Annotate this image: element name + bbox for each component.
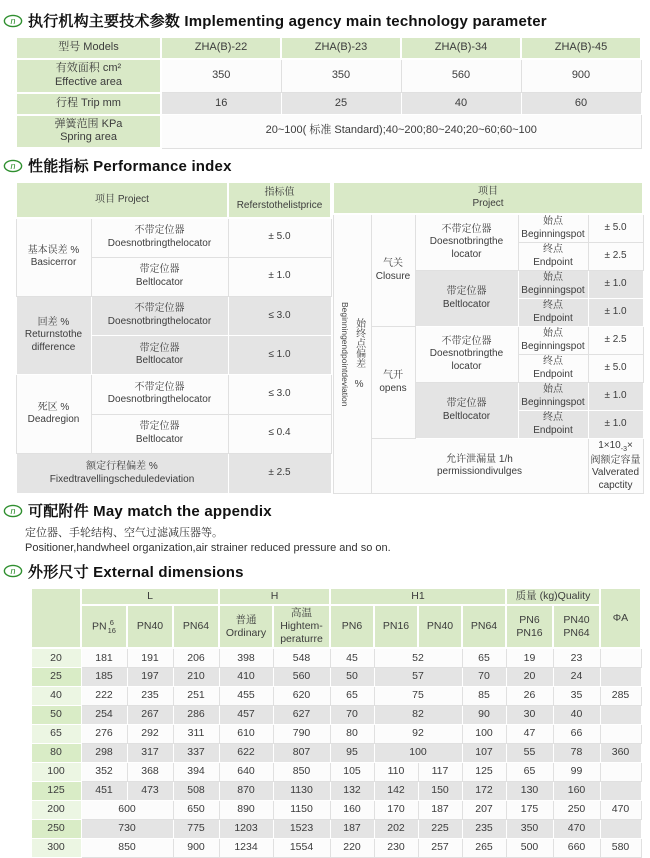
table-cell: ± 1.0 xyxy=(588,271,643,299)
table-cell: 95 xyxy=(330,743,374,762)
table-cell: 298 xyxy=(81,743,127,762)
table-cell xyxy=(600,667,641,686)
table-cell: 始点 Beginningspot xyxy=(518,327,588,355)
logo-glyph: n xyxy=(10,566,16,577)
section-title-tech-params: 执行机构主要技术参数 Implementing agency main technology parameter xyxy=(28,13,547,30)
table-cell xyxy=(600,762,641,781)
table-cell: 470 xyxy=(553,819,600,838)
table-cell: 78 xyxy=(553,743,600,762)
table-cell: ZHA(B)-34 xyxy=(401,37,521,59)
table-cell: 285 xyxy=(600,686,641,705)
table-cell: 580 xyxy=(600,838,641,857)
tech-params-table xyxy=(15,36,642,149)
appendix-note xyxy=(25,526,650,555)
table-cell: 始点 Beginningspot xyxy=(518,214,588,243)
table-cell: 110 xyxy=(374,762,418,781)
appendix-note-en: Positioner,handwheel organization,air strainer reduced pressure and so on. xyxy=(25,541,391,554)
table-cell: 1203 xyxy=(219,819,273,838)
table-cell: 398 xyxy=(219,648,273,667)
table-cell: 不带定位器 Doesnotbringthelocator xyxy=(91,218,228,257)
table-cell: ± 5.0 xyxy=(588,355,643,383)
dn-label: 125 xyxy=(31,781,81,800)
table-cell: 775 xyxy=(173,819,219,838)
table-cell: 1130 xyxy=(273,781,330,800)
trip-label: 行程 Trip mm xyxy=(16,93,161,115)
table-cell: PN40 PN64 xyxy=(553,605,600,648)
travel-deviation-label: 额定行程偏差 % Fixedtravellingscheduledeviation xyxy=(16,453,228,493)
table-cell: 带定位器 Beltlocator xyxy=(415,383,518,439)
table-cell: 80 xyxy=(330,724,374,743)
air-open-label: 气开 opens xyxy=(371,327,415,439)
table-cell: 1554 xyxy=(273,838,330,857)
begin-end-deviation-label xyxy=(333,214,371,494)
spring-area-label: 弹簧范围 KPa Spring area xyxy=(16,115,161,149)
table-cell: 160 xyxy=(330,800,374,819)
table-cell: PN6 xyxy=(330,605,374,648)
dn-label: 40 xyxy=(31,686,81,705)
table-cell: 高温 Hightem- peraturre xyxy=(273,605,330,648)
table-cell: 235 xyxy=(127,686,173,705)
table-cell: 368 xyxy=(127,762,173,781)
table-cell: 带定位器 Beltlocator xyxy=(91,414,228,453)
section-heading-tech-params xyxy=(3,10,650,31)
table-cell: 187 xyxy=(330,819,374,838)
table-cell: 82 xyxy=(374,705,462,724)
table-cell: 276 xyxy=(81,724,127,743)
table-cell: 99 xyxy=(553,762,600,781)
section-title-appendix: 可配附件 May match the appendix xyxy=(28,503,272,521)
table-cell: 23 xyxy=(553,648,600,667)
table-cell: 850 xyxy=(273,762,330,781)
performance-tables xyxy=(15,181,640,494)
table-cell: ± 1.0 xyxy=(588,299,643,327)
permission-divulges-label: 允许泄漏量 1/h permissiondivulges xyxy=(371,439,588,494)
table-cell: 890 xyxy=(219,800,273,819)
models-header: 型号 Models xyxy=(16,37,161,59)
table-cell: 带定位器 Beltlocator xyxy=(415,271,518,327)
table-cell: 20~100( 标准 Standard);40~200;80~240;20~60;60~100 xyxy=(161,115,641,149)
table-cell: 251 xyxy=(173,686,219,705)
table-cell: 222 xyxy=(81,686,127,705)
table-cell: 172 xyxy=(462,781,506,800)
table-cell: ≤ 0.4 xyxy=(228,414,331,453)
index-value-header: 指标值 Referstothelistprice xyxy=(228,182,331,218)
table-cell: 610 xyxy=(219,724,273,743)
table-cell: 870 xyxy=(219,781,273,800)
table-cell: 360 xyxy=(600,743,641,762)
dimensions-table xyxy=(30,587,642,858)
table-cell: 不带定位器 Doesnotbringthelocator xyxy=(91,375,228,414)
table-cell: PN40 xyxy=(418,605,462,648)
table-cell: 627 xyxy=(273,705,330,724)
table-cell: 225 xyxy=(418,819,462,838)
table-cell: 不带定位器 Doesnotbringthe locator xyxy=(415,327,518,383)
table-cell: 457 xyxy=(219,705,273,724)
section-heading-performance xyxy=(3,155,650,176)
table-cell: 500 xyxy=(506,838,553,857)
table-cell: PN64 xyxy=(462,605,506,648)
table-cell: ZHA(B)-22 xyxy=(161,37,281,59)
table-cell: 470 xyxy=(600,800,641,819)
table-cell: 410 xyxy=(219,667,273,686)
effective-area-label: 有效面积 cm² Effective area xyxy=(16,59,161,93)
table-cell: ≤ 1.0 xyxy=(228,336,331,375)
section-title-dimensions: 外形尺寸 External dimensions xyxy=(28,563,244,581)
table-cell: 560 xyxy=(273,667,330,686)
table-cell: 40 xyxy=(553,705,600,724)
table-cell: 65 xyxy=(462,648,506,667)
dn-label: 50 xyxy=(31,705,81,724)
table-cell: PN6 PN16 xyxy=(506,605,553,648)
table-cell: 660 xyxy=(553,838,600,857)
dn-label: 300 xyxy=(31,838,81,857)
table-cell: 267 xyxy=(127,705,173,724)
table-cell: 900 xyxy=(173,838,219,857)
table-cell: 350 xyxy=(161,59,281,93)
valve-rated-capacity-label: $1\times 10_{-3}\times$ 阀额定容量 Valverated capctity xyxy=(588,439,643,494)
table-cell: ± 2.5 xyxy=(228,453,331,493)
table-cell: 807 xyxy=(273,743,330,762)
table-cell: 66 xyxy=(553,724,600,743)
table-cell: 790 xyxy=(273,724,330,743)
logo-glyph: n xyxy=(10,15,16,26)
table-cell: 207 xyxy=(462,800,506,819)
dead-region-label: 死区 % Deadregion xyxy=(16,375,91,453)
table-cell: 132 xyxy=(330,781,374,800)
table-cell xyxy=(600,819,641,838)
table-cell: 175 xyxy=(506,800,553,819)
table-cell: 473 xyxy=(127,781,173,800)
table-cell: 317 xyxy=(127,743,173,762)
table-cell: 60 xyxy=(521,93,641,115)
table-cell: ≤ 3.0 xyxy=(228,296,331,335)
table-cell: 220 xyxy=(330,838,374,857)
table-cell: 620 xyxy=(273,686,330,705)
table-cell: 24 xyxy=(553,667,600,686)
table-cell: 455 xyxy=(219,686,273,705)
table-cell: 105 xyxy=(330,762,374,781)
table-cell: 142 xyxy=(374,781,418,800)
section-title-performance: 性能指标 Performance index xyxy=(28,158,232,175)
table-cell: 92 xyxy=(374,724,462,743)
table-cell: 311 xyxy=(173,724,219,743)
table-cell: 普通 Ordinary xyxy=(219,605,273,648)
logo-glyph: n xyxy=(10,160,16,171)
performance-left-table xyxy=(15,181,332,494)
table-cell: 160 xyxy=(553,781,600,800)
table-cell: ± 5.0 xyxy=(588,214,643,243)
table-cell: 350 xyxy=(506,819,553,838)
table-cell: 19 xyxy=(506,648,553,667)
table-cell: 终点 Endpoint xyxy=(518,411,588,439)
performance-right-table xyxy=(332,181,644,494)
table-cell: 560 xyxy=(401,59,521,93)
table-cell: 不带定位器 Doesnotbringthelocator xyxy=(91,296,228,335)
basic-error-label: 基本误差 % Basicerror xyxy=(16,218,91,296)
return-difference-label: 回差 % Returnstothe difference xyxy=(16,296,91,374)
logo-glyph: n xyxy=(10,505,16,516)
section-heading-appendix xyxy=(3,500,650,521)
table-cell: 50 xyxy=(330,667,374,686)
dn-label: 65 xyxy=(31,724,81,743)
table-cell xyxy=(600,648,641,667)
table-cell: PN40 xyxy=(127,605,173,648)
table-cell: ZHA(B)-45 xyxy=(521,37,641,59)
table-cell: 45 xyxy=(330,648,374,667)
table-cell: 191 xyxy=(127,648,173,667)
table-cell: ZHA(B)-23 xyxy=(281,37,401,59)
table-cell: 65 xyxy=(506,762,553,781)
table-cell: 640 xyxy=(219,762,273,781)
table-cell: 286 xyxy=(173,705,219,724)
table-cell: 70 xyxy=(330,705,374,724)
project-header: 项目 Project xyxy=(16,182,228,218)
table-cell: 451 xyxy=(81,781,127,800)
table-cell: ± 1.0 xyxy=(588,411,643,439)
table-cell: ± 2.5 xyxy=(588,243,643,271)
table-cell: 352 xyxy=(81,762,127,781)
corner-cell xyxy=(31,588,81,649)
table-cell: ≤ 3.0 xyxy=(228,375,331,414)
table-cell: 不带定位器 Doesnotbringthe locator xyxy=(415,214,518,271)
table-cell: 548 xyxy=(273,648,330,667)
table-cell: 650 xyxy=(173,800,219,819)
table-cell xyxy=(600,705,641,724)
table-cell: 170 xyxy=(374,800,418,819)
table-cell: 850 xyxy=(81,838,173,857)
table-cell: 337 xyxy=(173,743,219,762)
table-cell: 257 xyxy=(418,838,462,857)
table-cell: 55 xyxy=(506,743,553,762)
table-cell: 带定位器 Beltlocator xyxy=(91,336,228,375)
table-cell: 117 xyxy=(418,762,462,781)
dn-label: 100 xyxy=(31,762,81,781)
brand-logo-icon xyxy=(3,159,23,173)
table-cell: 900 xyxy=(521,59,641,93)
table-cell: 57 xyxy=(374,667,462,686)
table-cell: 125 xyxy=(462,762,506,781)
table-cell: 1234 xyxy=(219,838,273,857)
table-cell: 185 xyxy=(81,667,127,686)
dn-label: 250 xyxy=(31,819,81,838)
table-cell: ± 2.5 xyxy=(588,327,643,355)
table-cell xyxy=(600,724,641,743)
table-cell: ± 5.0 xyxy=(228,218,331,257)
table-cell: 235 xyxy=(462,819,506,838)
pn6-16-header: PN 6 16 xyxy=(81,605,127,648)
h1-header: H1 xyxy=(330,588,506,605)
table-cell: 210 xyxy=(173,667,219,686)
table-cell: 181 xyxy=(81,648,127,667)
table-cell: 197 xyxy=(127,667,173,686)
air-close-label: 气关 Closure xyxy=(371,214,415,327)
table-cell: 350 xyxy=(281,59,401,93)
table-cell: 254 xyxy=(81,705,127,724)
table-cell: 600 xyxy=(81,800,173,819)
table-cell: 52 xyxy=(374,648,462,667)
l-header: L xyxy=(81,588,219,605)
table-cell: 508 xyxy=(173,781,219,800)
table-cell: 35 xyxy=(553,686,600,705)
h-header: H xyxy=(219,588,330,605)
table-cell: 带定位器 Beltlocator xyxy=(91,257,228,296)
table-cell: 250 xyxy=(553,800,600,819)
table-cell: 始点 Beginningspot xyxy=(518,271,588,299)
table-cell: 730 xyxy=(81,819,173,838)
table-cell: PN16 xyxy=(374,605,418,648)
table-cell: 30 xyxy=(506,705,553,724)
appendix-note-zh: 定位器、手轮结构、空气过滤减压器等。 xyxy=(25,527,223,540)
project-header: 项目 Project xyxy=(333,182,643,214)
table-cell: 1523 xyxy=(273,819,330,838)
table-cell: 26 xyxy=(506,686,553,705)
dn-label: 80 xyxy=(31,743,81,762)
phi-a-header: ΦA xyxy=(600,588,641,649)
dn-label: 20 xyxy=(31,648,81,667)
table-cell: 394 xyxy=(173,762,219,781)
brand-logo-icon xyxy=(3,14,23,28)
table-cell: 始点 Beginningspot xyxy=(518,383,588,411)
table-cell: 100 xyxy=(374,743,462,762)
brand-logo-icon xyxy=(3,504,23,518)
table-cell: 206 xyxy=(173,648,219,667)
table-cell: 70 xyxy=(462,667,506,686)
table-cell: 20 xyxy=(506,667,553,686)
vertical-label-en: Beginningendpointdeviation xyxy=(340,301,351,407)
table-cell: ± 1.0 xyxy=(588,383,643,411)
table-cell: ± 1.0 xyxy=(228,257,331,296)
table-cell: 622 xyxy=(219,743,273,762)
table-cell: 90 xyxy=(462,705,506,724)
table-cell: 202 xyxy=(374,819,418,838)
table-cell: 130 xyxy=(506,781,553,800)
table-cell: 107 xyxy=(462,743,506,762)
vertical-label-zh: 始终点偏差 % xyxy=(353,318,365,391)
table-cell: PN64 xyxy=(173,605,219,648)
table-cell: 187 xyxy=(418,800,462,819)
table-cell: 292 xyxy=(127,724,173,743)
table-cell: 终点 Endpoint xyxy=(518,299,588,327)
brand-logo-icon xyxy=(3,564,23,578)
table-cell: 25 xyxy=(281,93,401,115)
table-cell: 终点 Endpoint xyxy=(518,243,588,271)
table-cell: 16 xyxy=(161,93,281,115)
table-cell: 85 xyxy=(462,686,506,705)
dn-label: 200 xyxy=(31,800,81,819)
table-cell: 265 xyxy=(462,838,506,857)
table-cell: 1150 xyxy=(273,800,330,819)
table-cell: 150 xyxy=(418,781,462,800)
table-cell: 40 xyxy=(401,93,521,115)
table-cell: 终点 Endpoint xyxy=(518,355,588,383)
section-heading-dimensions xyxy=(3,561,650,582)
dn-label: 25 xyxy=(31,667,81,686)
quality-header: 质量 (kg)Quality xyxy=(506,588,600,605)
table-cell: 75 xyxy=(374,686,462,705)
table-cell: 100 xyxy=(462,724,506,743)
table-cell xyxy=(600,781,641,800)
table-cell: 65 xyxy=(330,686,374,705)
table-cell: 230 xyxy=(374,838,418,857)
table-cell: 47 xyxy=(506,724,553,743)
